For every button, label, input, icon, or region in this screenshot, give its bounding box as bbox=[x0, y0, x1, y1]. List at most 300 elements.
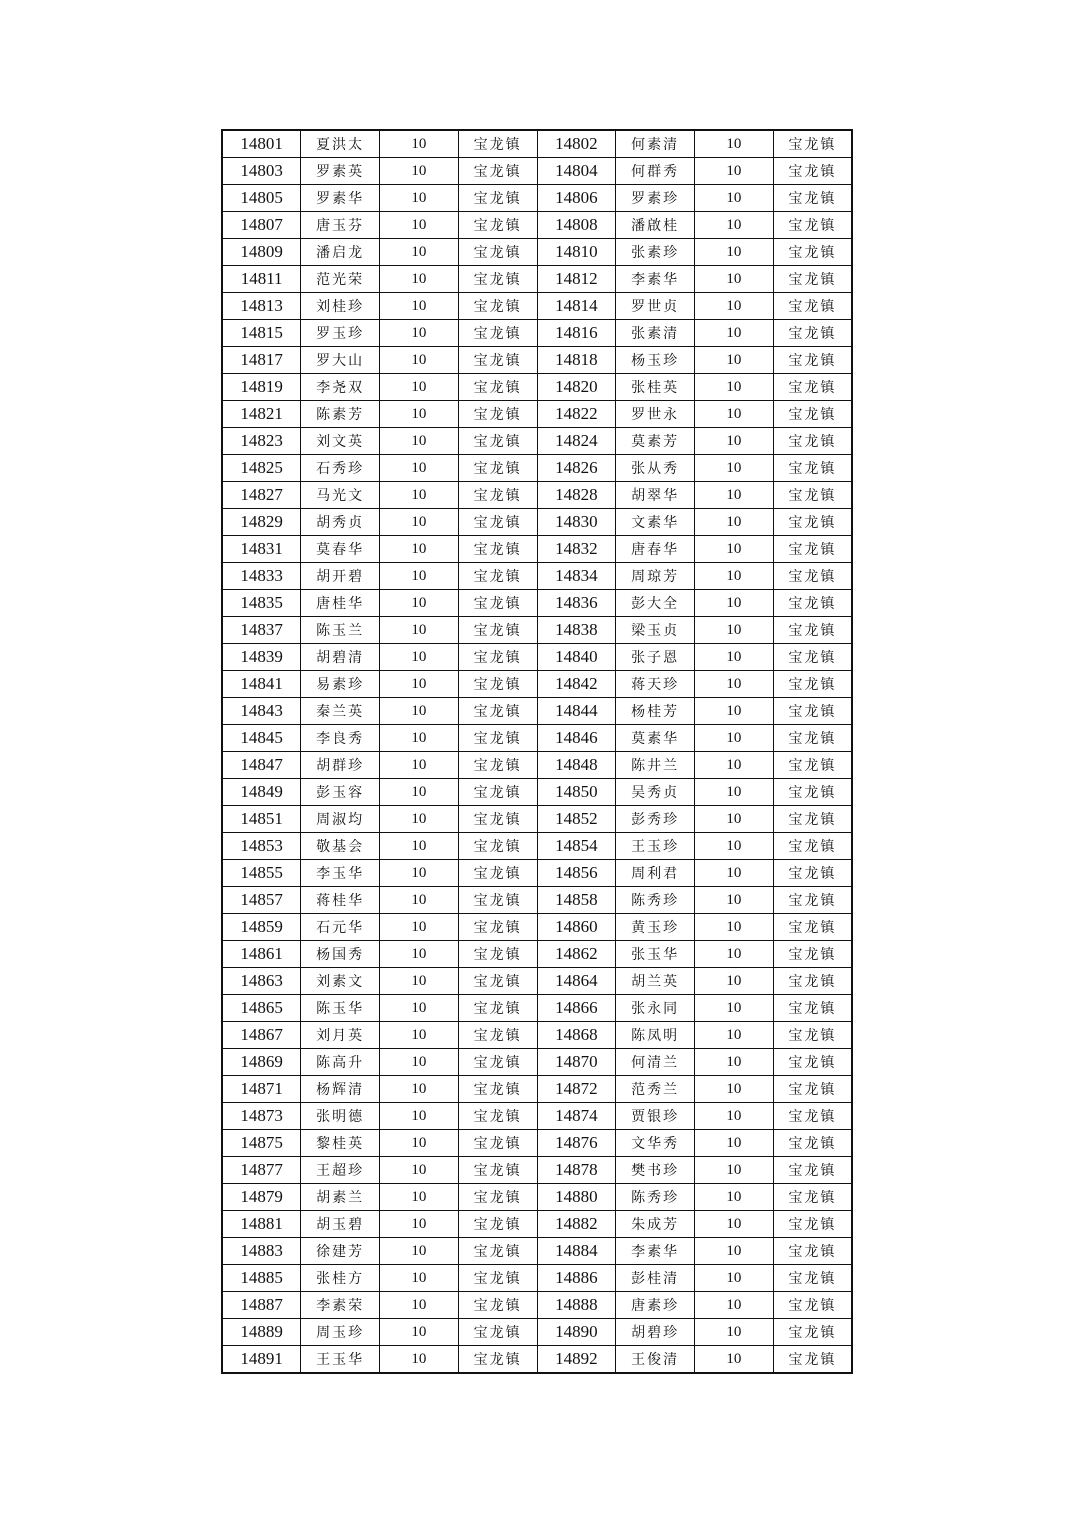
record-number-cell: 14879 bbox=[222, 1184, 301, 1211]
record-number-cell: 14863 bbox=[222, 968, 301, 995]
record-number-cell: 14837 bbox=[222, 617, 301, 644]
record-number-cell: 14805 bbox=[222, 185, 301, 212]
record-number-cell: 14821 bbox=[222, 401, 301, 428]
amount-value-cell: 10 bbox=[695, 779, 774, 806]
amount-value-cell: 10 bbox=[695, 860, 774, 887]
person-name-cell: 唐素珍 bbox=[616, 1292, 695, 1319]
amount-value-cell: 10 bbox=[695, 509, 774, 536]
person-name-cell: 张桂方 bbox=[301, 1265, 380, 1292]
amount-value-cell: 10 bbox=[695, 1346, 774, 1374]
town-name-cell: 宝龙镇 bbox=[773, 941, 852, 968]
amount-value-cell: 10 bbox=[695, 1022, 774, 1049]
record-number-cell: 14845 bbox=[222, 725, 301, 752]
town-name-cell: 宝龙镇 bbox=[773, 590, 852, 617]
amount-value-cell: 10 bbox=[695, 644, 774, 671]
document-page bbox=[221, 129, 851, 1374]
person-name-cell: 杨国秀 bbox=[301, 941, 380, 968]
person-name-cell: 张明德 bbox=[301, 1103, 380, 1130]
town-name-cell: 宝龙镇 bbox=[773, 779, 852, 806]
person-name-cell: 杨玉珍 bbox=[616, 347, 695, 374]
amount-value-cell: 10 bbox=[380, 158, 459, 185]
amount-value-cell: 10 bbox=[695, 1265, 774, 1292]
amount-value-cell: 10 bbox=[695, 130, 774, 158]
amount-value-cell: 10 bbox=[380, 752, 459, 779]
town-name-cell: 宝龙镇 bbox=[773, 1346, 852, 1374]
record-number-cell: 14884 bbox=[537, 1238, 616, 1265]
town-name-cell: 宝龙镇 bbox=[773, 130, 852, 158]
person-name-cell: 罗大山 bbox=[301, 347, 380, 374]
record-number-cell: 14813 bbox=[222, 293, 301, 320]
amount-value-cell: 10 bbox=[695, 671, 774, 698]
amount-value-cell: 10 bbox=[695, 1211, 774, 1238]
amount-value-cell: 10 bbox=[695, 320, 774, 347]
table-row bbox=[222, 347, 852, 374]
table-row bbox=[222, 130, 852, 158]
town-name-cell: 宝龙镇 bbox=[458, 1157, 537, 1184]
amount-value-cell: 10 bbox=[380, 293, 459, 320]
amount-value-cell: 10 bbox=[380, 1346, 459, 1374]
town-name-cell: 宝龙镇 bbox=[458, 1022, 537, 1049]
person-name-cell: 徐建芳 bbox=[301, 1238, 380, 1265]
town-name-cell: 宝龙镇 bbox=[773, 914, 852, 941]
amount-value-cell: 10 bbox=[695, 1157, 774, 1184]
town-name-cell: 宝龙镇 bbox=[773, 1022, 852, 1049]
person-name-cell: 张玉华 bbox=[616, 941, 695, 968]
town-name-cell: 宝龙镇 bbox=[773, 1238, 852, 1265]
record-number-cell: 14831 bbox=[222, 536, 301, 563]
table-row bbox=[222, 1130, 852, 1157]
town-name-cell: 宝龙镇 bbox=[773, 1184, 852, 1211]
record-number-cell: 14868 bbox=[537, 1022, 616, 1049]
record-number-cell: 14844 bbox=[537, 698, 616, 725]
person-name-cell: 罗世永 bbox=[616, 401, 695, 428]
record-number-cell: 14864 bbox=[537, 968, 616, 995]
town-name-cell: 宝龙镇 bbox=[773, 239, 852, 266]
person-name-cell: 范光荣 bbox=[301, 266, 380, 293]
record-number-cell: 14807 bbox=[222, 212, 301, 239]
record-number-cell: 14870 bbox=[537, 1049, 616, 1076]
person-name-cell: 彭大全 bbox=[616, 590, 695, 617]
record-number-cell: 14875 bbox=[222, 1130, 301, 1157]
town-name-cell: 宝龙镇 bbox=[773, 1211, 852, 1238]
amount-value-cell: 10 bbox=[380, 536, 459, 563]
table-row bbox=[222, 293, 852, 320]
town-name-cell: 宝龙镇 bbox=[773, 968, 852, 995]
town-name-cell: 宝龙镇 bbox=[458, 1103, 537, 1130]
record-number-cell: 14827 bbox=[222, 482, 301, 509]
person-name-cell: 周利君 bbox=[616, 860, 695, 887]
amount-value-cell: 10 bbox=[380, 1238, 459, 1265]
record-number-cell: 14810 bbox=[537, 239, 616, 266]
person-name-cell: 朱成芳 bbox=[616, 1211, 695, 1238]
amount-value-cell: 10 bbox=[695, 1184, 774, 1211]
amount-value-cell: 10 bbox=[380, 212, 459, 239]
town-name-cell: 宝龙镇 bbox=[773, 482, 852, 509]
person-name-cell: 周淑均 bbox=[301, 806, 380, 833]
town-name-cell: 宝龙镇 bbox=[773, 1157, 852, 1184]
amount-value-cell: 10 bbox=[695, 212, 774, 239]
record-number-cell: 14811 bbox=[222, 266, 301, 293]
person-name-cell: 莫素芳 bbox=[616, 428, 695, 455]
person-name-cell: 周琼芳 bbox=[616, 563, 695, 590]
town-name-cell: 宝龙镇 bbox=[773, 1076, 852, 1103]
record-number-cell: 14832 bbox=[537, 536, 616, 563]
town-name-cell: 宝龙镇 bbox=[458, 698, 537, 725]
town-name-cell: 宝龙镇 bbox=[458, 401, 537, 428]
record-number-cell: 14865 bbox=[222, 995, 301, 1022]
amount-value-cell: 10 bbox=[695, 347, 774, 374]
town-name-cell: 宝龙镇 bbox=[773, 833, 852, 860]
person-name-cell: 罗玉珍 bbox=[301, 320, 380, 347]
person-name-cell: 陈秀珍 bbox=[616, 1184, 695, 1211]
person-name-cell: 马光文 bbox=[301, 482, 380, 509]
record-number-cell: 14882 bbox=[537, 1211, 616, 1238]
town-name-cell: 宝龙镇 bbox=[458, 806, 537, 833]
town-name-cell: 宝龙镇 bbox=[773, 212, 852, 239]
person-name-cell: 陈玉华 bbox=[301, 995, 380, 1022]
table-row bbox=[222, 239, 852, 266]
town-name-cell: 宝龙镇 bbox=[458, 941, 537, 968]
amount-value-cell: 10 bbox=[695, 752, 774, 779]
amount-value-cell: 10 bbox=[380, 1049, 459, 1076]
record-number-cell: 14842 bbox=[537, 671, 616, 698]
person-name-cell: 文华秀 bbox=[616, 1130, 695, 1157]
person-name-cell: 范秀兰 bbox=[616, 1076, 695, 1103]
person-name-cell: 何清兰 bbox=[616, 1049, 695, 1076]
person-name-cell: 李尧双 bbox=[301, 374, 380, 401]
amount-value-cell: 10 bbox=[695, 590, 774, 617]
record-number-cell: 14855 bbox=[222, 860, 301, 887]
record-number-cell: 14835 bbox=[222, 590, 301, 617]
record-number-cell: 14828 bbox=[537, 482, 616, 509]
record-number-cell: 14830 bbox=[537, 509, 616, 536]
record-number-cell: 14878 bbox=[537, 1157, 616, 1184]
record-number-cell: 14839 bbox=[222, 644, 301, 671]
town-name-cell: 宝龙镇 bbox=[773, 752, 852, 779]
person-name-cell: 张永同 bbox=[616, 995, 695, 1022]
record-number-cell: 14833 bbox=[222, 563, 301, 590]
record-number-cell: 14804 bbox=[537, 158, 616, 185]
table-row bbox=[222, 1211, 852, 1238]
table-row bbox=[222, 887, 852, 914]
town-name-cell: 宝龙镇 bbox=[458, 212, 537, 239]
town-name-cell: 宝龙镇 bbox=[458, 158, 537, 185]
record-number-cell: 14826 bbox=[537, 455, 616, 482]
town-name-cell: 宝龙镇 bbox=[773, 401, 852, 428]
record-number-cell: 14871 bbox=[222, 1076, 301, 1103]
person-name-cell: 彭秀珍 bbox=[616, 806, 695, 833]
record-number-cell: 14886 bbox=[537, 1265, 616, 1292]
town-name-cell: 宝龙镇 bbox=[458, 860, 537, 887]
person-name-cell: 王超珍 bbox=[301, 1157, 380, 1184]
town-name-cell: 宝龙镇 bbox=[773, 860, 852, 887]
person-name-cell: 石元华 bbox=[301, 914, 380, 941]
record-number-cell: 14881 bbox=[222, 1211, 301, 1238]
table-row bbox=[222, 941, 852, 968]
record-number-cell: 14814 bbox=[537, 293, 616, 320]
town-name-cell: 宝龙镇 bbox=[458, 536, 537, 563]
town-name-cell: 宝龙镇 bbox=[458, 428, 537, 455]
person-name-cell: 唐玉芬 bbox=[301, 212, 380, 239]
record-number-cell: 14851 bbox=[222, 806, 301, 833]
record-number-cell: 14823 bbox=[222, 428, 301, 455]
person-name-cell: 陈井兰 bbox=[616, 752, 695, 779]
person-name-cell: 夏洪太 bbox=[301, 130, 380, 158]
town-name-cell: 宝龙镇 bbox=[458, 1184, 537, 1211]
record-number-cell: 14876 bbox=[537, 1130, 616, 1157]
amount-value-cell: 10 bbox=[380, 1265, 459, 1292]
amount-value-cell: 10 bbox=[380, 1319, 459, 1346]
person-name-cell: 唐春华 bbox=[616, 536, 695, 563]
person-name-cell: 潘啟桂 bbox=[616, 212, 695, 239]
town-name-cell: 宝龙镇 bbox=[773, 563, 852, 590]
town-name-cell: 宝龙镇 bbox=[458, 617, 537, 644]
amount-value-cell: 10 bbox=[380, 1211, 459, 1238]
record-number-cell: 14806 bbox=[537, 185, 616, 212]
table-row bbox=[222, 698, 852, 725]
record-number-cell: 14822 bbox=[537, 401, 616, 428]
town-name-cell: 宝龙镇 bbox=[458, 293, 537, 320]
town-name-cell: 宝龙镇 bbox=[458, 1346, 537, 1374]
record-number-cell: 14824 bbox=[537, 428, 616, 455]
record-number-cell: 14853 bbox=[222, 833, 301, 860]
amount-value-cell: 10 bbox=[380, 779, 459, 806]
record-number-cell: 14854 bbox=[537, 833, 616, 860]
person-name-cell: 张素珍 bbox=[616, 239, 695, 266]
amount-value-cell: 10 bbox=[380, 428, 459, 455]
amount-value-cell: 10 bbox=[380, 860, 459, 887]
person-name-cell: 罗素英 bbox=[301, 158, 380, 185]
town-name-cell: 宝龙镇 bbox=[773, 347, 852, 374]
amount-value-cell: 10 bbox=[380, 1022, 459, 1049]
table-row bbox=[222, 860, 852, 887]
table-row bbox=[222, 725, 852, 752]
amount-value-cell: 10 bbox=[695, 563, 774, 590]
table-row bbox=[222, 158, 852, 185]
town-name-cell: 宝龙镇 bbox=[458, 1292, 537, 1319]
person-name-cell: 李良秀 bbox=[301, 725, 380, 752]
town-name-cell: 宝龙镇 bbox=[458, 671, 537, 698]
town-name-cell: 宝龙镇 bbox=[458, 563, 537, 590]
table-row bbox=[222, 1103, 852, 1130]
record-number-cell: 14874 bbox=[537, 1103, 616, 1130]
person-name-cell: 陈凤明 bbox=[616, 1022, 695, 1049]
amount-value-cell: 10 bbox=[380, 401, 459, 428]
person-name-cell: 陈高升 bbox=[301, 1049, 380, 1076]
table-row bbox=[222, 590, 852, 617]
person-name-cell: 唐桂华 bbox=[301, 590, 380, 617]
record-number-cell: 14812 bbox=[537, 266, 616, 293]
amount-value-cell: 10 bbox=[695, 293, 774, 320]
town-name-cell: 宝龙镇 bbox=[773, 698, 852, 725]
amount-value-cell: 10 bbox=[695, 374, 774, 401]
amount-value-cell: 10 bbox=[380, 806, 459, 833]
amount-value-cell: 10 bbox=[695, 1238, 774, 1265]
amount-value-cell: 10 bbox=[380, 1130, 459, 1157]
amount-value-cell: 10 bbox=[380, 698, 459, 725]
table-row bbox=[222, 374, 852, 401]
table-row bbox=[222, 617, 852, 644]
record-number-cell: 14834 bbox=[537, 563, 616, 590]
record-number-cell: 14873 bbox=[222, 1103, 301, 1130]
person-name-cell: 张桂英 bbox=[616, 374, 695, 401]
amount-value-cell: 10 bbox=[380, 590, 459, 617]
table-row bbox=[222, 1265, 852, 1292]
person-name-cell: 彭桂清 bbox=[616, 1265, 695, 1292]
town-name-cell: 宝龙镇 bbox=[458, 725, 537, 752]
person-name-cell: 陈玉兰 bbox=[301, 617, 380, 644]
amount-value-cell: 10 bbox=[380, 374, 459, 401]
amount-value-cell: 10 bbox=[695, 914, 774, 941]
table-row bbox=[222, 914, 852, 941]
person-name-cell: 刘月英 bbox=[301, 1022, 380, 1049]
town-name-cell: 宝龙镇 bbox=[773, 428, 852, 455]
town-name-cell: 宝龙镇 bbox=[458, 509, 537, 536]
record-number-cell: 14861 bbox=[222, 941, 301, 968]
table-row bbox=[222, 752, 852, 779]
person-name-cell: 张素清 bbox=[616, 320, 695, 347]
record-number-cell: 14820 bbox=[537, 374, 616, 401]
table-row bbox=[222, 401, 852, 428]
person-name-cell: 秦兰英 bbox=[301, 698, 380, 725]
person-name-cell: 刘桂珍 bbox=[301, 293, 380, 320]
record-number-cell: 14880 bbox=[537, 1184, 616, 1211]
amount-value-cell: 10 bbox=[695, 185, 774, 212]
town-name-cell: 宝龙镇 bbox=[773, 536, 852, 563]
person-name-cell: 易素珍 bbox=[301, 671, 380, 698]
record-number-cell: 14883 bbox=[222, 1238, 301, 1265]
amount-value-cell: 10 bbox=[380, 130, 459, 158]
amount-value-cell: 10 bbox=[695, 833, 774, 860]
person-name-cell: 吴秀贞 bbox=[616, 779, 695, 806]
person-name-cell: 刘文英 bbox=[301, 428, 380, 455]
amount-value-cell: 10 bbox=[695, 1292, 774, 1319]
table-row bbox=[222, 671, 852, 698]
person-name-cell: 杨桂芳 bbox=[616, 698, 695, 725]
person-name-cell: 张子恩 bbox=[616, 644, 695, 671]
amount-value-cell: 10 bbox=[695, 428, 774, 455]
amount-value-cell: 10 bbox=[380, 995, 459, 1022]
town-name-cell: 宝龙镇 bbox=[458, 482, 537, 509]
amount-value-cell: 10 bbox=[380, 1292, 459, 1319]
record-number-cell: 14892 bbox=[537, 1346, 616, 1374]
town-name-cell: 宝龙镇 bbox=[773, 1265, 852, 1292]
town-name-cell: 宝龙镇 bbox=[458, 995, 537, 1022]
table-row bbox=[222, 833, 852, 860]
table-row bbox=[222, 644, 852, 671]
amount-value-cell: 10 bbox=[695, 536, 774, 563]
table-row bbox=[222, 1157, 852, 1184]
town-name-cell: 宝龙镇 bbox=[773, 374, 852, 401]
person-name-cell: 黄玉珍 bbox=[616, 914, 695, 941]
town-name-cell: 宝龙镇 bbox=[773, 806, 852, 833]
amount-value-cell: 10 bbox=[695, 1076, 774, 1103]
record-number-cell: 14846 bbox=[537, 725, 616, 752]
town-name-cell: 宝龙镇 bbox=[773, 671, 852, 698]
record-number-cell: 14802 bbox=[537, 130, 616, 158]
person-name-cell: 胡翠华 bbox=[616, 482, 695, 509]
person-name-cell: 贾银珍 bbox=[616, 1103, 695, 1130]
table-row bbox=[222, 1184, 852, 1211]
record-number-cell: 14888 bbox=[537, 1292, 616, 1319]
person-name-cell: 胡玉碧 bbox=[301, 1211, 380, 1238]
person-name-cell: 陈秀珍 bbox=[616, 887, 695, 914]
table-row bbox=[222, 1319, 852, 1346]
record-number-cell: 14866 bbox=[537, 995, 616, 1022]
record-number-cell: 14891 bbox=[222, 1346, 301, 1374]
town-name-cell: 宝龙镇 bbox=[458, 320, 537, 347]
amount-value-cell: 10 bbox=[380, 725, 459, 752]
person-name-cell: 黎桂英 bbox=[301, 1130, 380, 1157]
amount-value-cell: 10 bbox=[695, 1319, 774, 1346]
amount-value-cell: 10 bbox=[695, 266, 774, 293]
amount-value-cell: 10 bbox=[695, 455, 774, 482]
town-name-cell: 宝龙镇 bbox=[458, 1265, 537, 1292]
roster-table-body bbox=[222, 130, 852, 1373]
person-name-cell: 胡开碧 bbox=[301, 563, 380, 590]
record-number-cell: 14843 bbox=[222, 698, 301, 725]
amount-value-cell: 10 bbox=[380, 563, 459, 590]
record-number-cell: 14867 bbox=[222, 1022, 301, 1049]
town-name-cell: 宝龙镇 bbox=[773, 995, 852, 1022]
town-name-cell: 宝龙镇 bbox=[773, 455, 852, 482]
person-name-cell: 文素华 bbox=[616, 509, 695, 536]
amount-value-cell: 10 bbox=[380, 914, 459, 941]
person-name-cell: 李素华 bbox=[616, 1238, 695, 1265]
person-name-cell: 周玉珍 bbox=[301, 1319, 380, 1346]
table-row bbox=[222, 212, 852, 239]
town-name-cell: 宝龙镇 bbox=[773, 1319, 852, 1346]
person-name-cell: 蒋桂华 bbox=[301, 887, 380, 914]
record-number-cell: 14885 bbox=[222, 1265, 301, 1292]
person-name-cell: 王俊清 bbox=[616, 1346, 695, 1374]
roster-table bbox=[221, 129, 853, 1374]
town-name-cell: 宝龙镇 bbox=[458, 266, 537, 293]
person-name-cell: 胡素兰 bbox=[301, 1184, 380, 1211]
person-name-cell: 莫春华 bbox=[301, 536, 380, 563]
town-name-cell: 宝龙镇 bbox=[773, 509, 852, 536]
record-number-cell: 14852 bbox=[537, 806, 616, 833]
town-name-cell: 宝龙镇 bbox=[458, 779, 537, 806]
town-name-cell: 宝龙镇 bbox=[773, 644, 852, 671]
table-row bbox=[222, 1346, 852, 1374]
amount-value-cell: 10 bbox=[380, 833, 459, 860]
person-name-cell: 胡群珍 bbox=[301, 752, 380, 779]
person-name-cell: 何群秀 bbox=[616, 158, 695, 185]
amount-value-cell: 10 bbox=[380, 455, 459, 482]
person-name-cell: 胡秀贞 bbox=[301, 509, 380, 536]
town-name-cell: 宝龙镇 bbox=[458, 752, 537, 779]
town-name-cell: 宝龙镇 bbox=[773, 1292, 852, 1319]
record-number-cell: 14857 bbox=[222, 887, 301, 914]
record-number-cell: 14836 bbox=[537, 590, 616, 617]
town-name-cell: 宝龙镇 bbox=[458, 887, 537, 914]
amount-value-cell: 10 bbox=[380, 266, 459, 293]
record-number-cell: 14890 bbox=[537, 1319, 616, 1346]
town-name-cell: 宝龙镇 bbox=[773, 725, 852, 752]
record-number-cell: 14817 bbox=[222, 347, 301, 374]
town-name-cell: 宝龙镇 bbox=[773, 320, 852, 347]
record-number-cell: 14862 bbox=[537, 941, 616, 968]
town-name-cell: 宝龙镇 bbox=[458, 1049, 537, 1076]
town-name-cell: 宝龙镇 bbox=[773, 293, 852, 320]
table-row bbox=[222, 779, 852, 806]
table-row bbox=[222, 968, 852, 995]
record-number-cell: 14816 bbox=[537, 320, 616, 347]
table-row bbox=[222, 185, 852, 212]
table-row bbox=[222, 806, 852, 833]
amount-value-cell: 10 bbox=[380, 320, 459, 347]
